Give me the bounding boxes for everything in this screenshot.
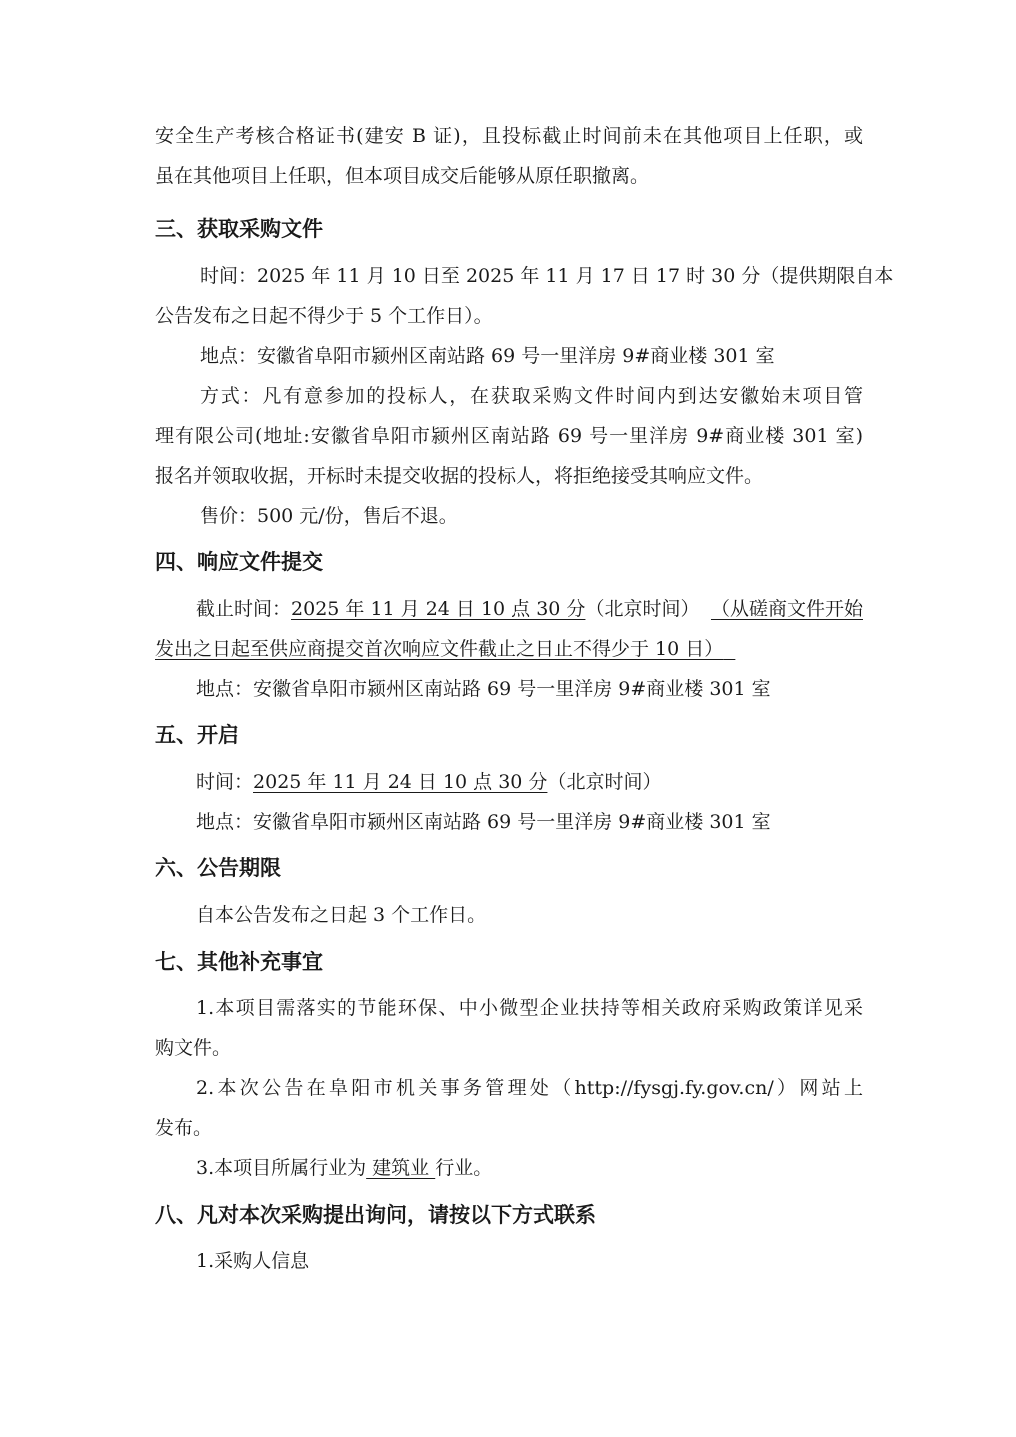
- industry-value: 建筑业: [366, 1157, 436, 1179]
- section-heading: 七、其他补充事宜: [155, 950, 323, 974]
- section-heading: 五、开启: [155, 723, 239, 747]
- industry-suffix: 行业。: [435, 1157, 493, 1179]
- supplement-item: 发布。: [155, 1117, 213, 1139]
- notice-period: 自本公告发布之日起 3 个工作日。: [196, 904, 487, 926]
- deadline-value: 2025 年 11 月 24 日 10 点 30 分: [291, 598, 586, 620]
- opening-time-label: 时间：: [196, 771, 254, 793]
- supplement-item: 购文件。: [155, 1037, 232, 1059]
- section-heading: 八、凡对本次采购提出询问，请按以下方式联系: [155, 1203, 596, 1227]
- intro-line: 虽在其他项目上任职，但本项目成交后能够从原任职撤离。: [155, 165, 650, 187]
- acquisition-method: 报名并领取收据，开标时未提交收据的投标人，将拒绝接受其响应文件。: [155, 465, 764, 487]
- deadline-note-line: [155, 636, 735, 662]
- opening-timezone: （北京时间）: [547, 771, 662, 793]
- acquisition-time: 时间：2025 年 11 月 10 日至 2025 年 11 月 17 日 17 时 30 分（提供期限自本: [200, 265, 894, 287]
- supplement-item: 2.本次公告在阜阳市机关事务管理处（http://fysgj.fy.gov.cn/）网站上: [196, 1077, 863, 1099]
- acquisition-method: 方式：凡有意参加的投标人，在获取采购文件时间内到达安徽始末项目管: [200, 385, 863, 407]
- deadline-note: 发出之日起至供应商提交首次响应文件截止之日止不得少于 10 日）: [155, 638, 724, 660]
- supplement-item: [196, 1155, 492, 1181]
- industry-prefix: 3.本项目所属行业为: [196, 1157, 367, 1179]
- opening-place: 地点：安徽省阜阳市颍州区南站路 69 号一里洋房 9#商业楼 301 室: [196, 811, 771, 833]
- acquisition-time: 公告发布之日起不得少于 5 个工作日）。: [155, 305, 493, 327]
- section-heading: 六、公告期限: [155, 856, 281, 880]
- acquisition-price: 售价：500 元/份，售后不退。: [200, 505, 458, 527]
- submission-deadline: [196, 596, 863, 622]
- opening-time: [196, 769, 661, 795]
- opening-time-value: 2025 年 11 月 24 日 10 点 30 分: [253, 771, 548, 793]
- intro-line: 安全生产考核合格证书(建安 B 证)，且投标截止时间前未在其他项目上任职，或: [155, 125, 863, 147]
- deadline-timezone: （北京时间）: [585, 598, 700, 620]
- acquisition-method: 理有限公司(地址:安徽省阜阳市颍州区南站路 69 号一里洋房 9#商业楼 301 室): [155, 425, 863, 447]
- deadline-note: （从磋商文件开始: [710, 598, 863, 620]
- acquisition-place: 地点：安徽省阜阳市颍州区南站路 69 号一里洋房 9#商业楼 301 室: [200, 345, 775, 367]
- contact-item: 1.采购人信息: [196, 1250, 310, 1272]
- section-heading: 四、响应文件提交: [155, 550, 323, 574]
- submission-place: 地点：安徽省阜阳市颍州区南站路 69 号一里洋房 9#商业楼 301 室: [196, 678, 771, 700]
- supplement-item: 1.本项目需落实的节能环保、中小微型企业扶持等相关政府采购政策详见采: [196, 997, 863, 1019]
- deadline-label: 截止时间：: [196, 598, 292, 620]
- section-heading: 三、获取采购文件: [155, 217, 323, 241]
